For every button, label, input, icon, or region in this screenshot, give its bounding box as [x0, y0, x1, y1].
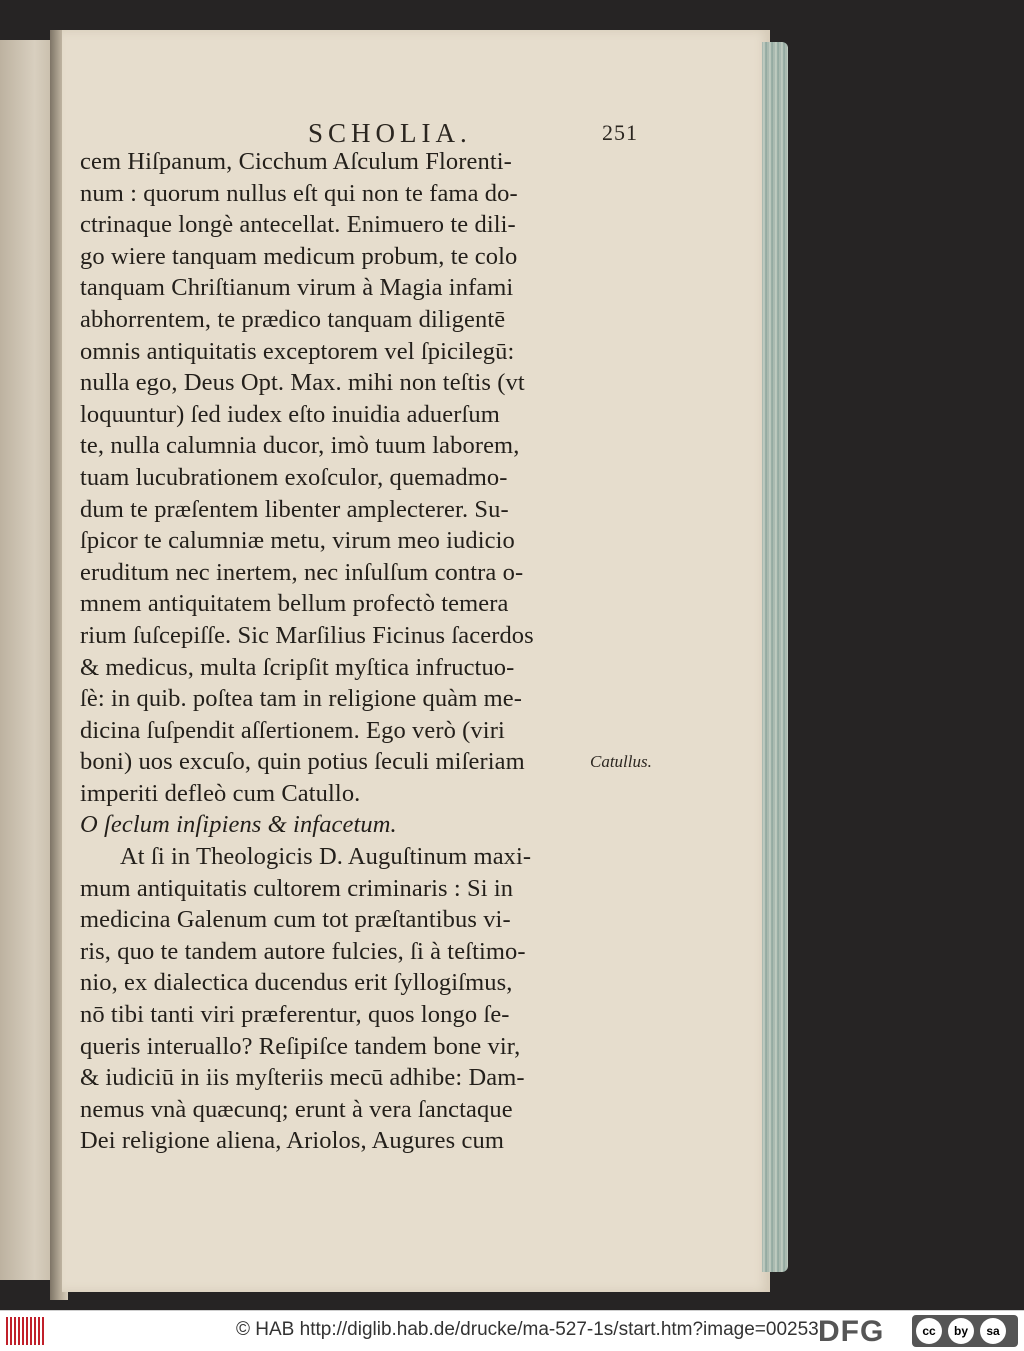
text-line: At ſi in Theologicis D. Auguſtinum maxi- [120, 843, 532, 871]
cc-license-badge[interactable] [912, 1315, 1018, 1347]
text-line: ſè: in quib. poſtea tam in religione quàm me- [80, 685, 522, 713]
text-line: & medicus, multa ſcripſit myſtica infructuo- [80, 653, 515, 681]
text-line: mum antiquitatis cultorem criminaris : Si in [80, 874, 514, 902]
sa-icon: sa [980, 1318, 1006, 1344]
body-text [80, 146, 580, 1157]
text-line: tuam lucubrationem exoſculor, quemadmo- [80, 463, 508, 491]
text-line: eruditum nec inertem, nec inſulſum contra o- [80, 558, 524, 586]
text-line: queris interuallo? Reſipiſce tandem bone vir, [80, 1032, 521, 1060]
marginal-note: Catullus. [590, 752, 652, 771]
text-line: nio, ex dialectica ducendus erit ſyllogiſmus, [80, 969, 513, 997]
text-line: nō tibi tanti viri præferentur, quos longo ſe- [80, 1001, 510, 1029]
text-line: omnis antiquitatis exceptorem vel ſpicilegū: [80, 337, 515, 365]
text-line: num : quorum nullus eſt qui non te fama do- [80, 179, 518, 207]
text-line: ctrinaque longè antecellat. Enimuero te dili- [80, 211, 516, 239]
attribution-link[interactable]: © HAB http://diglib.hab.de/drucke/ma-527-1s/start.htm?image=00253 [236, 1319, 819, 1340]
text-line: go wiere tanquam medicum probum, te colo [80, 242, 518, 270]
text-line: tanquam Chriſtianum virum à Magia infami [80, 274, 514, 302]
text-line: & iudiciū in iis myſteriis mecū adhibe: Dam- [80, 1064, 525, 1092]
text-line: nemus vnà quæcunq; erunt à vera ſanctaque [80, 1095, 513, 1123]
cc-icon: cc [916, 1318, 942, 1344]
text-line: rium ſuſcepiſſe. Sic Marſilius Ficinus ſacerdos [80, 621, 534, 649]
text-line: abhorrentem, te prædico tanquam diligentē [80, 305, 506, 333]
text-line: ſpicor te calumniæ metu, virum meo iudicio [80, 527, 515, 555]
hab-barcode-icon [6, 1317, 46, 1345]
page-header [62, 118, 770, 148]
viewer-footer [0, 1310, 1024, 1351]
page-block-edge [762, 42, 788, 1272]
text-line: mnem antiquitatem bellum profectò temera [80, 590, 509, 618]
text-line: O ſeclum inſipiens & infacetum. [80, 811, 397, 839]
text-line: ris, quo te tandem autore fulcies, ſi à teſtimo- [80, 937, 526, 965]
text-line: imperiti defleò cum Catullo. [80, 779, 361, 807]
text-line: medicina Galenum cum tot præſtantibus vi- [80, 906, 511, 934]
text-line: Dei religione aliena, Ariolos, Augures cum [80, 1127, 505, 1155]
by-icon: by [948, 1318, 974, 1344]
text-line: boni) uos excuſo, quin potius ſeculi miſeriam [80, 748, 525, 776]
text-line: cem Hiſpanum, Cicchum Aſculum Florenti- [80, 148, 512, 175]
text-line: loquuntur) ſed iudex eſto inuidia aduerſum [80, 400, 500, 428]
running-title: SCHOLIA. [308, 118, 472, 148]
text-line: te, nulla calumnia ducor, imò tuum laborem, [80, 432, 520, 460]
text-line: dum te præſentem libenter amplecterer. Su- [80, 495, 509, 523]
dfg-logo: DFG [818, 1315, 885, 1348]
text-line: nulla ego, Deus Opt. Max. mihi non teſtis (vt [80, 369, 525, 397]
page-number: 251 [602, 120, 638, 145]
text-line: dicina ſuſpendit aſſertionem. Ego verò (viri [80, 716, 505, 744]
